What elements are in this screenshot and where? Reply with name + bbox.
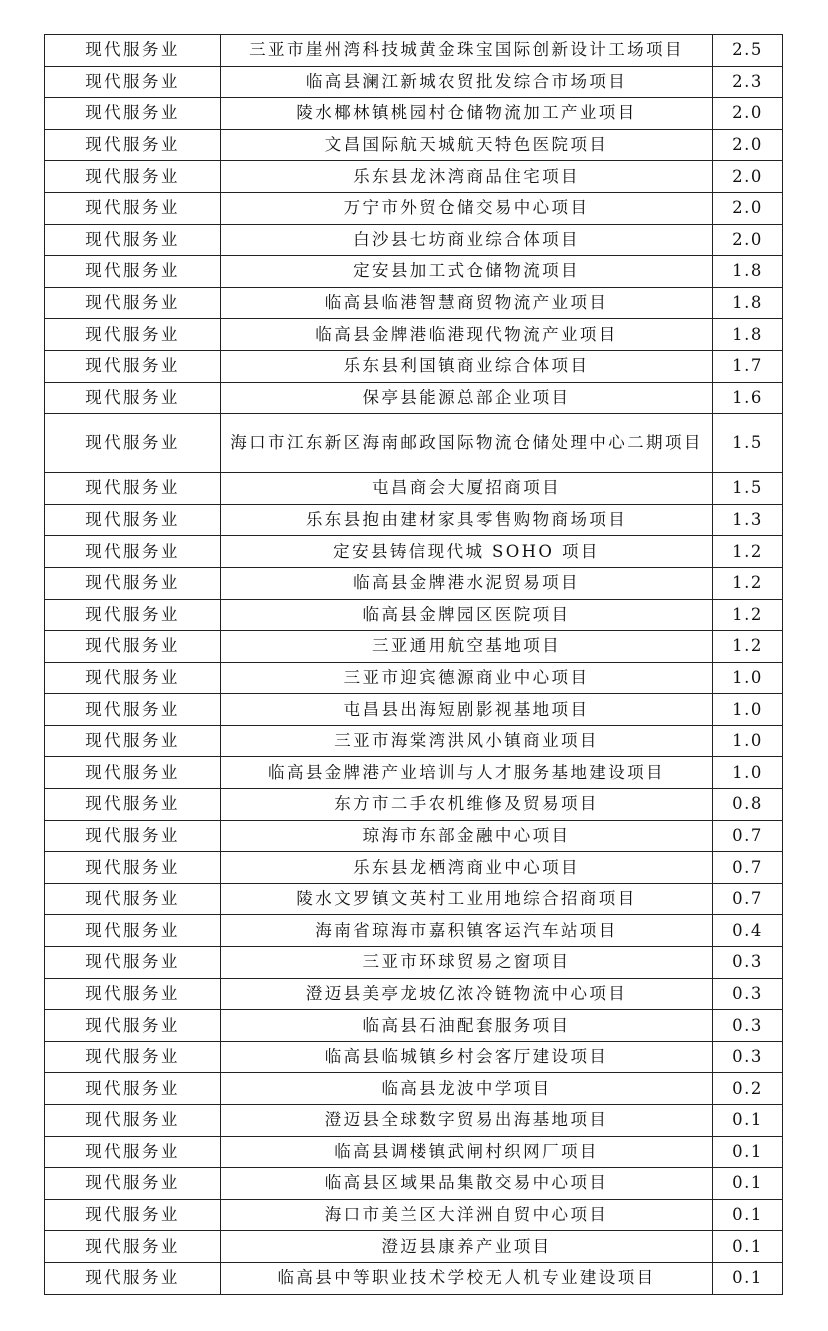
table-row [45,414,783,473]
table-row [45,382,783,414]
value-cell: 0.3 [713,978,783,1010]
value-cell: 0.1 [713,1231,783,1263]
category-cell: 现代服务业 [45,287,221,319]
table-row [45,98,783,130]
project-name-cell: 临高县金牌园区医院项目 [221,599,713,631]
category-cell: 现代服务业 [45,35,221,67]
table-row [45,662,783,694]
project-name-cell: 澄迈县全球数字贸易出海基地项目 [221,1105,713,1137]
table-row [45,536,783,568]
value-cell: 1.2 [713,631,783,663]
project-name-cell: 白沙县七坊商业综合体项目 [221,224,713,256]
project-name-cell: 临高县临城镇乡村会客厅建设项目 [221,1041,713,1073]
value-cell: 0.1 [713,1105,783,1137]
table-row [45,978,783,1010]
category-cell: 现代服务业 [45,473,221,505]
category-cell: 现代服务业 [45,725,221,757]
project-name-cell: 文昌国际航天城航天特色医院项目 [221,129,713,161]
project-name-cell: 临高县中等职业技术学校无人机专业建设项目 [221,1262,713,1294]
value-cell: 1.6 [713,382,783,414]
category-cell: 现代服务业 [45,789,221,821]
value-cell: 0.3 [713,1010,783,1042]
table-row [45,161,783,193]
table-row [45,915,783,947]
project-name-cell: 保亭县能源总部企业项目 [221,382,713,414]
table-row [45,504,783,536]
category-cell: 现代服务业 [45,1105,221,1137]
category-cell: 现代服务业 [45,978,221,1010]
table-row [45,757,783,789]
value-cell: 1.5 [713,414,783,473]
category-cell: 现代服务业 [45,382,221,414]
project-name-cell: 海南省琼海市嘉积镇客运汽车站项目 [221,915,713,947]
value-cell: 1.8 [713,256,783,288]
value-cell: 0.7 [713,883,783,915]
table-row [45,1168,783,1200]
value-cell: 1.3 [713,504,783,536]
category-cell: 现代服务业 [45,161,221,193]
project-name-cell: 屯昌商会大厦招商项目 [221,473,713,505]
value-cell: 2.0 [713,161,783,193]
category-cell: 现代服务业 [45,98,221,130]
project-name-cell: 澄迈县美亭龙坡亿浓冷链物流中心项目 [221,978,713,1010]
project-name-cell: 三亚市迎宾德源商业中心项目 [221,662,713,694]
table-row [45,694,783,726]
project-name-cell: 屯昌县出海短剧影视基地项目 [221,694,713,726]
table-row [45,287,783,319]
value-cell: 0.7 [713,852,783,884]
value-cell: 1.7 [713,350,783,382]
value-cell: 2.0 [713,192,783,224]
category-cell: 现代服务业 [45,319,221,351]
project-name-cell: 乐东县利国镇商业综合体项目 [221,350,713,382]
project-name-cell: 定安县加工式仓储物流项目 [221,256,713,288]
project-name-cell: 陵水椰林镇桃园村仓储物流加工产业项目 [221,98,713,130]
table-row [45,789,783,821]
category-cell: 现代服务业 [45,536,221,568]
table-row [45,725,783,757]
value-cell: 0.1 [713,1136,783,1168]
table-row [45,883,783,915]
category-cell: 现代服务业 [45,599,221,631]
category-cell: 现代服务业 [45,883,221,915]
value-cell: 1.0 [713,757,783,789]
value-cell: 1.0 [713,725,783,757]
category-cell: 现代服务业 [45,1199,221,1231]
table-row [45,473,783,505]
category-cell: 现代服务业 [45,1262,221,1294]
project-name-cell: 乐东县龙栖湾商业中心项目 [221,852,713,884]
table-row [45,1199,783,1231]
table-row [45,224,783,256]
project-table-body [45,35,783,1295]
table-row [45,35,783,67]
category-cell: 现代服务业 [45,947,221,979]
category-cell: 现代服务业 [45,256,221,288]
category-cell: 现代服务业 [45,66,221,98]
category-cell: 现代服务业 [45,129,221,161]
table-row [45,129,783,161]
project-name-cell: 临高县石油配套服务项目 [221,1010,713,1042]
project-name-cell: 临高县调楼镇武闸村织网厂项目 [221,1136,713,1168]
category-cell: 现代服务业 [45,915,221,947]
table-row [45,947,783,979]
table-row [45,1041,783,1073]
category-cell: 现代服务业 [45,350,221,382]
value-cell: 0.1 [713,1262,783,1294]
table-row [45,820,783,852]
project-name-cell: 临高县临港智慧商贸物流产业项目 [221,287,713,319]
project-name-cell: 万宁市外贸仓储交易中心项目 [221,192,713,224]
value-cell: 0.1 [713,1199,783,1231]
table-row [45,1262,783,1294]
value-cell: 1.0 [713,694,783,726]
project-name-cell: 乐东县抱由建材家具零售购物商场项目 [221,504,713,536]
project-name-cell: 临高县金牌港临港现代物流产业项目 [221,319,713,351]
project-name-cell: 临高县区域果品集散交易中心项目 [221,1168,713,1200]
project-table [44,34,783,1295]
value-cell: 0.7 [713,820,783,852]
category-cell: 现代服务业 [45,1041,221,1073]
project-name-cell: 陵水文罗镇文英村工业用地综合招商项目 [221,883,713,915]
value-cell: 0.1 [713,1168,783,1200]
table-row [45,350,783,382]
category-cell: 现代服务业 [45,567,221,599]
category-cell: 现代服务业 [45,1231,221,1263]
table-row [45,1073,783,1105]
table-row [45,192,783,224]
category-cell: 现代服务业 [45,414,221,473]
category-cell: 现代服务业 [45,224,221,256]
value-cell: 1.2 [713,599,783,631]
value-cell: 0.4 [713,915,783,947]
category-cell: 现代服务业 [45,1073,221,1105]
table-row [45,1136,783,1168]
value-cell: 0.2 [713,1073,783,1105]
project-name-cell: 定安县铸信现代城 SOHO 项目 [221,536,713,568]
project-name-cell: 琼海市东部金融中心项目 [221,820,713,852]
category-cell: 现代服务业 [45,504,221,536]
value-cell: 1.8 [713,287,783,319]
project-table-container [44,34,782,1295]
value-cell: 1.2 [713,567,783,599]
table-row [45,852,783,884]
project-name-cell: 乐东县龙沐湾商品住宅项目 [221,161,713,193]
project-name-cell: 临高县澜江新城农贸批发综合市场项目 [221,66,713,98]
table-row [45,631,783,663]
value-cell: 1.8 [713,319,783,351]
table-row [45,1231,783,1263]
table-row [45,567,783,599]
project-name-cell: 澄迈县康养产业项目 [221,1231,713,1263]
value-cell: 1.5 [713,473,783,505]
category-cell: 现代服务业 [45,1010,221,1042]
value-cell: 2.0 [713,129,783,161]
category-cell: 现代服务业 [45,694,221,726]
project-name-cell: 三亚市环球贸易之窗项目 [221,947,713,979]
project-name-cell: 三亚市崖州湾科技城黄金珠宝国际创新设计工场项目 [221,35,713,67]
value-cell: 0.3 [713,1041,783,1073]
value-cell: 0.8 [713,789,783,821]
table-row [45,1010,783,1042]
table-row [45,66,783,98]
value-cell: 2.0 [713,224,783,256]
project-name-cell: 三亚通用航空基地项目 [221,631,713,663]
table-row [45,256,783,288]
category-cell: 现代服务业 [45,1168,221,1200]
table-row [45,599,783,631]
category-cell: 现代服务业 [45,1136,221,1168]
project-name-cell: 临高县金牌港水泥贸易项目 [221,567,713,599]
category-cell: 现代服务业 [45,662,221,694]
category-cell: 现代服务业 [45,852,221,884]
value-cell: 0.3 [713,947,783,979]
project-name-cell: 临高县金牌港产业培训与人才服务基地建设项目 [221,757,713,789]
category-cell: 现代服务业 [45,192,221,224]
table-row [45,319,783,351]
table-row [45,1105,783,1137]
category-cell: 现代服务业 [45,820,221,852]
value-cell: 2.5 [713,35,783,67]
project-name-cell: 海口市美兰区大洋洲自贸中心项目 [221,1199,713,1231]
category-cell: 现代服务业 [45,757,221,789]
project-name-cell: 临高县龙波中学项目 [221,1073,713,1105]
project-name-cell: 海口市江东新区海南邮政国际物流仓储处理中心二期项目 [221,414,713,473]
category-cell: 现代服务业 [45,631,221,663]
value-cell: 1.0 [713,662,783,694]
project-name-cell: 三亚市海棠湾洪风小镇商业项目 [221,725,713,757]
value-cell: 1.2 [713,536,783,568]
value-cell: 2.3 [713,66,783,98]
value-cell: 2.0 [713,98,783,130]
project-name-cell: 东方市二手农机维修及贸易项目 [221,789,713,821]
